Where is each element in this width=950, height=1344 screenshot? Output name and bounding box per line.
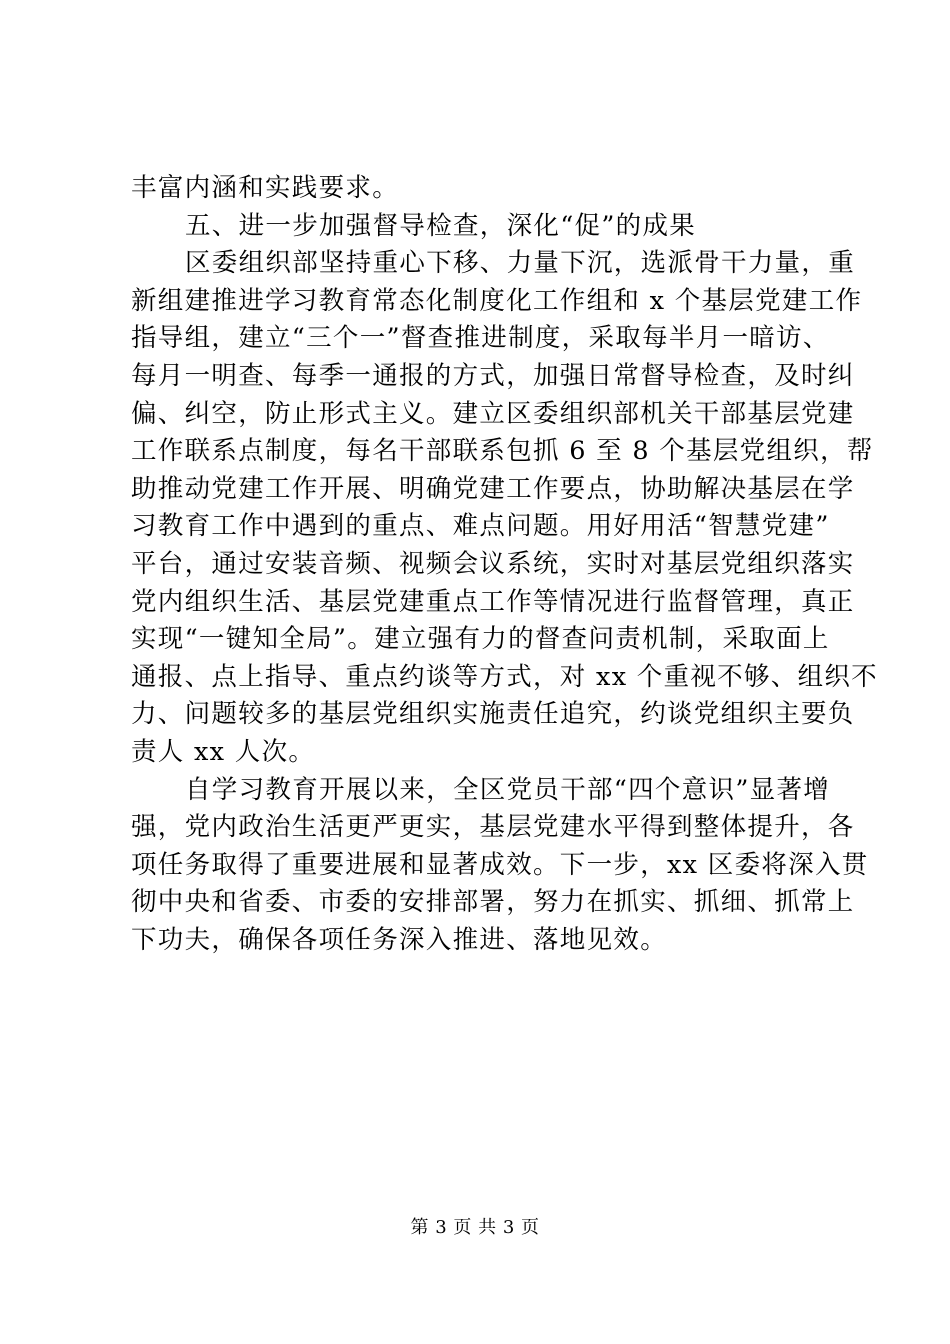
- text-line: 每月一明查、每季一通报的方式，加强日常督导检查，及时纠: [131, 360, 855, 391]
- text-line: 五、进一步加强督导检查，深化“促”的成果: [185, 210, 697, 241]
- text-line: 通报、点上指导、重点约谈等方式，对 xx 个重视不够、组织不: [131, 661, 878, 692]
- text-line: 力、问题较多的基层党组织实施责任追究，约谈党组织主要负: [131, 699, 855, 730]
- body-text: [131, 170, 878, 959]
- text-line: 责人 xx 人次。: [131, 736, 316, 767]
- text-line: 自学习教育开展以来，全区党员干部“四个意识”显著增: [185, 774, 831, 805]
- text-line: 实现“一键知全局”。建立强有力的督查问责机制，采取面上: [131, 624, 830, 655]
- text-line: 彻中央和省委、市委的安排部署，努力在抓实、抓细、抓常上: [131, 887, 855, 918]
- text-line: 平台，通过安装音频、视频会议系统，实时对基层党组织落实: [131, 548, 855, 579]
- page-footer: 第 3 页 共 3 页: [410, 1217, 540, 1238]
- text-line: 党内组织生活、基层党建重点工作等情况进行监督管理，真正: [131, 586, 855, 617]
- text-line: 习教育工作中遇到的重点、难点问题。用好用活“智慧党建”: [131, 511, 830, 542]
- text-line: 区委组织部坚持重心下移、力量下沉，选派骨干力量，重: [185, 248, 856, 279]
- text-line: 助推动党建工作开展、明确党建工作要点，协助解决基层在学: [131, 473, 855, 504]
- text-line: 偏、纠空，防止形式主义。建立区委组织部机关干部基层党建: [131, 398, 855, 429]
- text-line: 项任务取得了重要进展和显著成效。下一步，xx 区委将深入贯: [131, 849, 869, 880]
- text-line: 下功夫，确保各项任务深入推进、落地见效。: [131, 924, 668, 955]
- text-line: 丰富内涵和实践要求。: [131, 173, 400, 203]
- text-line: 新组建推进学习教育常态化制度化工作组和 x 个基层党建工作: [131, 285, 863, 316]
- text-line: 工作联系点制度，每名干部联系包抓 6 至 8 个基层党组织，帮: [131, 436, 874, 467]
- text-line: 强，党内政治生活更严更实，基层党建水平得到整体提升，各: [131, 812, 855, 843]
- text-line: 指导组，建立“三个一”督查推进制度，采取每半月一暗访、: [131, 323, 830, 354]
